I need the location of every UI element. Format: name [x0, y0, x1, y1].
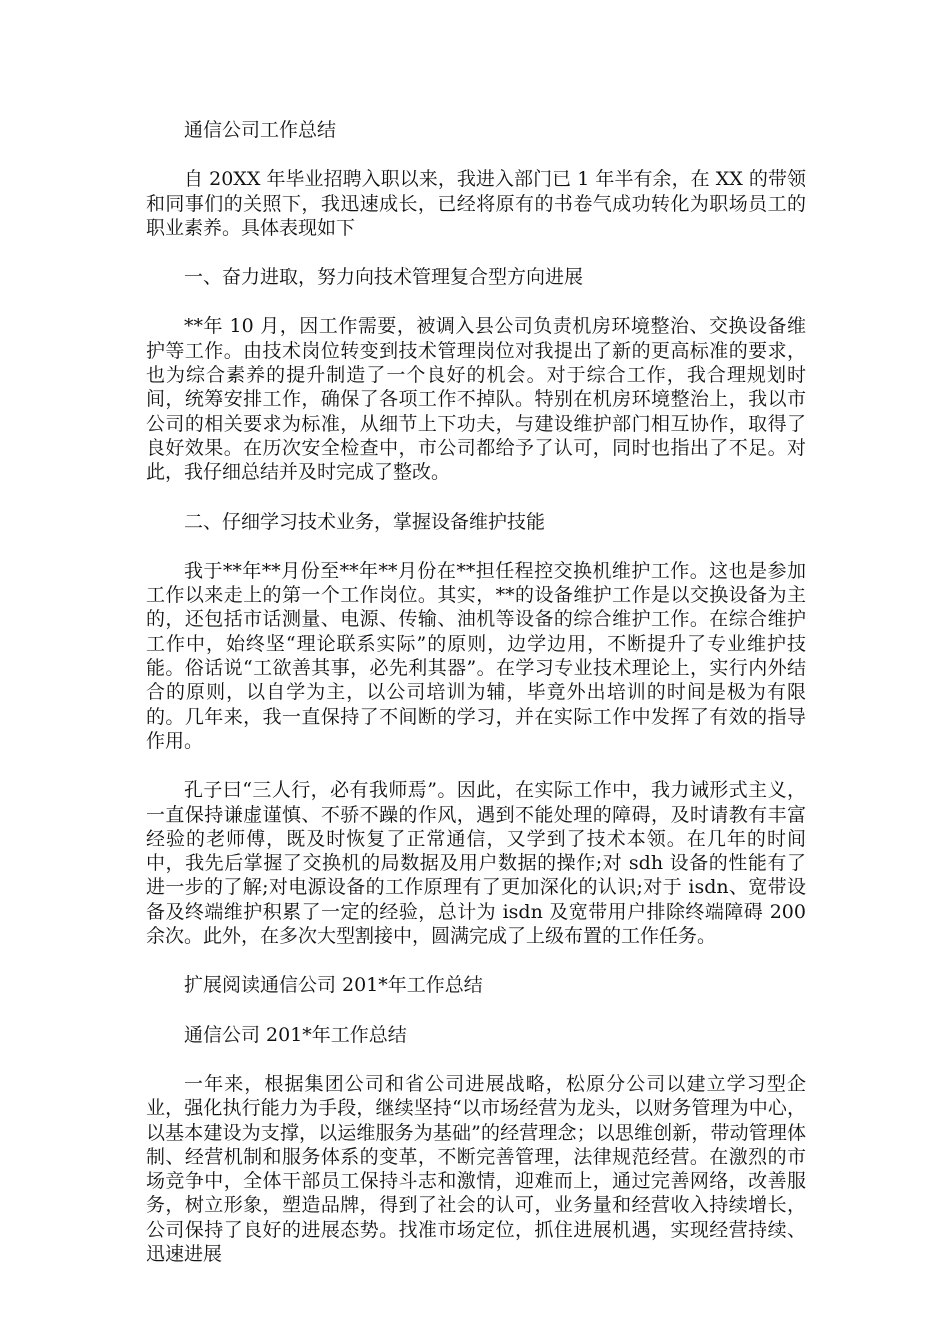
section-heading-2: 二、仔细学习技术业务，掌握设备维护技能 [184, 510, 546, 533]
extended-reading-heading: 扩展阅读通信公司 201*年工作总结 [184, 974, 483, 997]
paragraph-annual-summary: 一年来，根据集团公司和省公司进展战略，松原分公司以建立学习型企业，强化执行能力为手段，继续坚持“以市场经营为龙头，以财务管理为中心，以基本建设为支撑，以运维服务为基础”的经营理念；以思维创新，带动管理体制、经营机制和服务体系的变革，不断完善管理，法律规范经营。在激烈的市场竞争中，全体干部员工保持斗志和激情，迎难而上，通过完善网络，改善服务，树立形象，塑造品牌，得到了社会的认可，业务量和经营收入持续增长，公司保持了良好的进展态势。找准市场定位，抓住进展机遇，实现经营持续、迅速进展 [146, 1072, 806, 1265]
second-title: 通信公司 201*年工作总结 [184, 1023, 407, 1046]
paragraph-section-1: **年 10 月，因工作需要，被调入县公司负责机房环境整治、交换设备维护等工作。由技术岗位转变到技术管理岗位对我提出了新的更高标准的要求，也为综合素养的提升制造了一个良好的机会。对于综合工作，我合理规划时间，统筹安排工作，确保了各项工作不掉队。特别在机房环境整治上，我以市公司的相关要求为标准，从细节上下功夫，与建设维护部门相互协作，取得了良好效果。在历次安全检查中，市公司都给予了认可，同时也指出了不足。对此，我仔细总结并及时完成了整改。 [146, 315, 806, 484]
paragraph-section-2: 我于**年**月份至**年**月份在**担任程控交换机维护工作。这也是参加工作以来走上的第一个工作岗位。其实，**的设备维护工作是以交换设备为主的，还包括市话测量、电源、传输、油机等设备的综合维护工作。在综合维护工作中，始终坚“理论联系实际”的原则，边学边用，不断提升了专业维护技能。俗话说“工欲善其事，必先利其器”。在学习专业技术理论上，实行内外结合的原则，以自学为主，以公司培训为辅，毕竟外出培训的时间是极为有限的。几年来，我一直保持了不间断的学习，并在实际工作中发挥了有效的指导作用。 [146, 559, 806, 752]
document-title: 通信公司工作总结 [184, 119, 337, 141]
document-body [146, 118, 806, 1291]
section-heading-1: 一、奋力进取，努力向技术管理复合型方向进展 [184, 266, 584, 289]
paragraph-intro: 自 20XX 年毕业招聘入职以来，我进入部门已 1 年半有余，在 XX 的带领和同事们的关照下，我迅速成长，已经将原有的书卷气成功转化为职场员工的职业素养。具体表现如下 [146, 168, 806, 239]
paragraph-confucius: 孔子曰“三人行，必有我师焉”。因此，在实际工作中，我力诫形式主义，一直保持谦虚谨慎、不骄不躁的作风，遇到不能处理的障碍，及时请教有丰富经验的老师傅，既及时恢复了正常通信，又学到了技术本领。在几年的时间中，我先后掌握了交换机的局数据及用户数据的操作;对 sdh 设备的性能有了进一步的了解;对电源设备的工作原理有了更加深化的认识;对于 isdn、宽带设备及终端维护积累了一定的经验，总计为 isdn 及宽带用户排除终端障碍 200 余次。此外，在多次大型割接中，圆满完成了上级布置的工作任务。 [146, 779, 806, 948]
